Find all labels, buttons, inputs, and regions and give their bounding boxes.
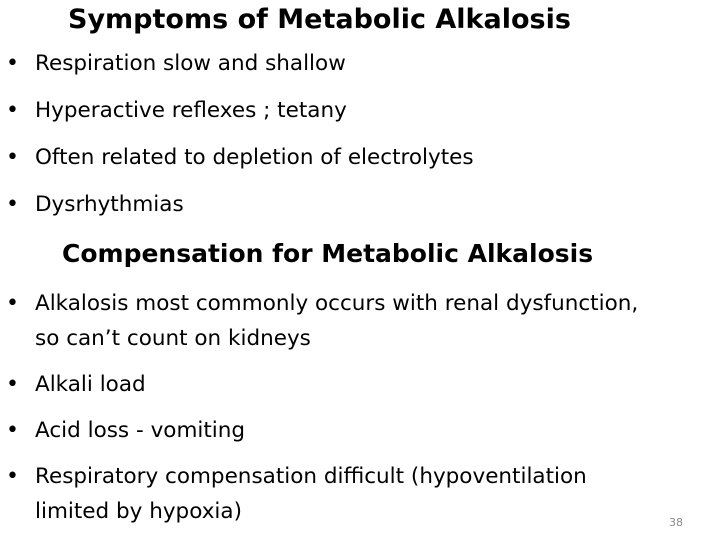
list-item (0, 187, 655, 234)
list-item-text: Dysrhythmias (35, 192, 184, 217)
list-item (0, 459, 655, 529)
list-item (0, 140, 655, 187)
list-item-text: Respiration slow and shallow (35, 51, 346, 76)
bullet-icon: • (6, 418, 19, 443)
bullet-icon: • (6, 145, 19, 170)
list-item-text: Alkalosis most commonly occurs with renal dysfunction, so can’t count on kidneys (35, 291, 639, 351)
compensation-list (0, 286, 655, 540)
bullet-icon: • (6, 192, 19, 217)
list-item-text: Hyperactive reflexes ; tetany (35, 98, 347, 123)
bullet-icon: • (6, 464, 19, 489)
bullet-icon: • (6, 372, 19, 397)
symptoms-list (0, 46, 655, 234)
bullet-icon: • (6, 98, 19, 123)
list-item (0, 46, 655, 93)
list-item-text: Respiratory compensation difficult (hypoventilation limited by hypoxia) (35, 464, 587, 524)
list-item (0, 367, 655, 402)
slide-title: Symptoms of Metabolic Alkalosis (68, 4, 571, 35)
slide-number: 38 (669, 516, 683, 529)
bullet-icon: • (6, 291, 19, 316)
list-item (0, 413, 655, 448)
section-subtitle: Compensation for Metabolic Alkalosis (62, 239, 594, 268)
list-item-text: Acid loss - vomiting (35, 418, 246, 443)
list-item (0, 93, 655, 140)
list-item-text: Alkali load (35, 372, 146, 397)
list-item (0, 286, 655, 356)
bullet-icon: • (6, 51, 19, 76)
list-item-text: Often related to depletion of electrolytes (35, 145, 474, 170)
